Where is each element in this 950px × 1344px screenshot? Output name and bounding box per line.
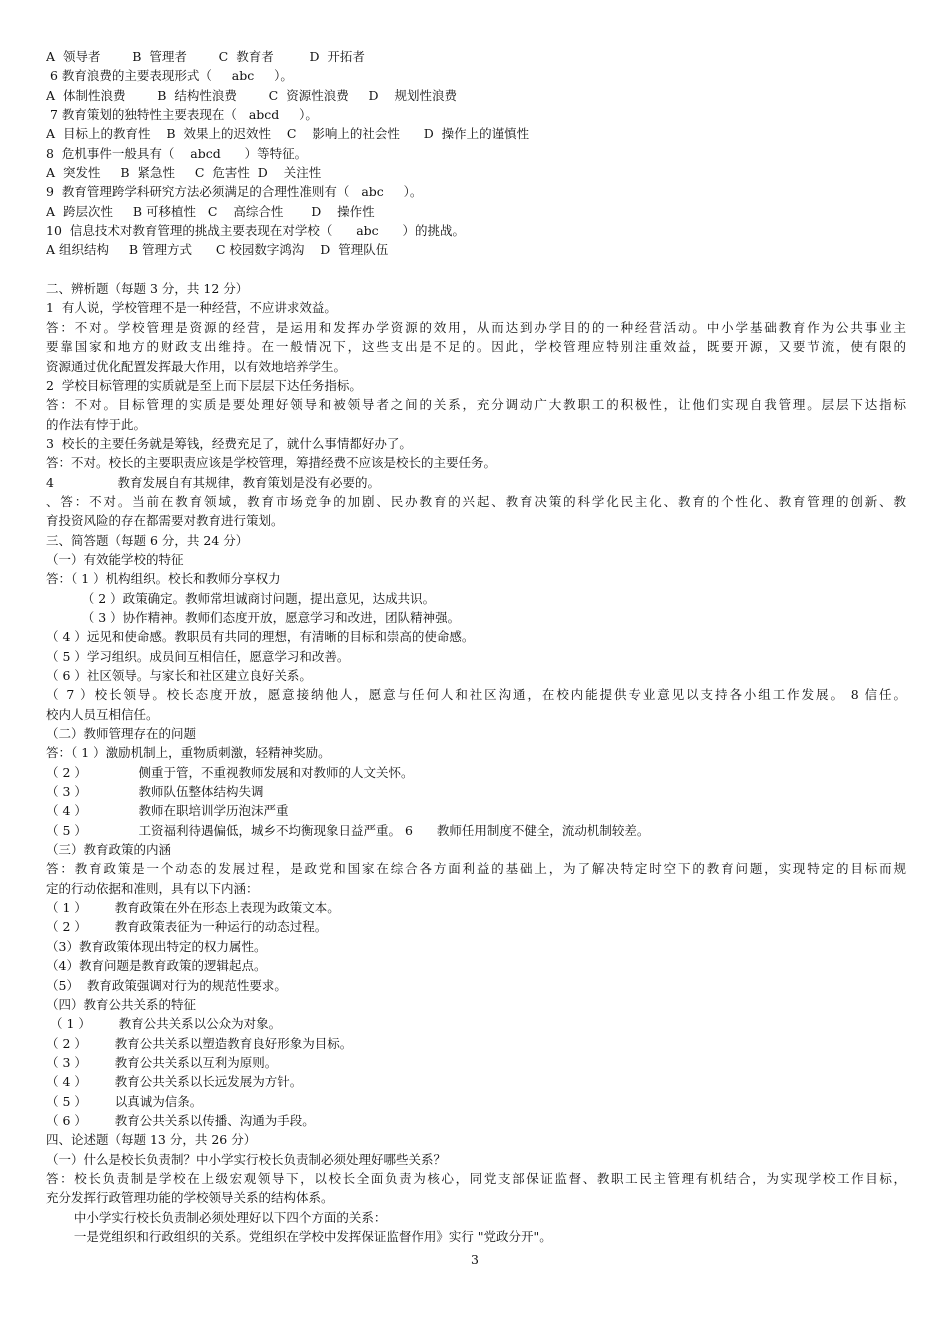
text-line: （ 5 ）学习组织。成员间互相信任，愿意学习和改善。 xyxy=(46,648,350,664)
text-line: 答：教育政策是一个动态的发展过程，是政党和国家在综合各方面利益的基础上，为了解决特定时空下的教育问题，实现特定的目标而规 xyxy=(46,861,906,877)
text-line: 答：校长负责制是学校在上级宏观领导下，以校长全面负责为核心，同党支部保证监督、教职工民主管理有机结合，为实现学校工作目标， xyxy=(46,1170,906,1186)
text-line: （ 4 ） 教师在职培训学历泡沫严重 xyxy=(46,803,289,819)
text-line: A 目标上的教育性 B 效果上的迟效性 C 影响上的社会性 D 操作上的谨慎性 xyxy=(46,126,530,142)
text-line: （一）有效能学校的特征 xyxy=(46,551,184,567)
text-line: 的作法有悖于此。 xyxy=(46,416,147,432)
text-line: （5） 教育政策强调对行为的规范性要求。 xyxy=(46,977,287,993)
text-line: 充分发挥行政管理功能的学校领导关系的结构体系。 xyxy=(46,1190,334,1206)
text-line: 定的行动依据和准则，具有以下内涵： xyxy=(46,880,259,896)
text-line: 二、辨析题（每题 3 分，共 12 分） xyxy=(46,281,249,297)
text-line: （ 6 ） 教育公共关系以传播、沟通为手段。 xyxy=(46,1112,315,1128)
text-line: 、答：不对。当前在教育领域，教育市场竞争的加剧、民办教育的兴起、教育决策的科学化民主化、教育的个性化、教育管理的创新、教 xyxy=(46,493,906,509)
text-line: （3）教育政策体现出特定的权力属性。 xyxy=(46,938,267,954)
text-line: 一是党组织和行政组织的关系。党组织在学校中发挥保证监督作用》实行 "党政分开"。 xyxy=(46,1228,552,1244)
text-line: （ 6 ）社区领导。与家长和社区建立良好关系。 xyxy=(46,668,312,683)
text-line: 资源通过优化配置发挥最大作用，以有效地培养学生。 xyxy=(46,358,347,374)
text-line: 答：不对。目标管理的实质是要处理好领导和被领导者之间的关系，充分调动广大教职工的积极性，让他们实现自我管理。层层下达指标 xyxy=(46,397,906,413)
document-body xyxy=(46,47,906,1246)
text-line: （ 5 ） 工资福利待遇偏低，城乡不均衡现象日益严重。 6 教师任用制度不健全，流动机制较差。 xyxy=(46,822,650,838)
text-line: （ 1 ） 教育政策在外在形态上表现为政策文本。 xyxy=(46,900,340,916)
text-line: 答：（ 1 ）激励机制上，重物质刺激，轻精神奖励。 xyxy=(46,745,331,761)
text-line: （一）什么是校长负责制？中小学实行校长负责制必须处理好哪些关系？ xyxy=(46,1151,447,1167)
text-line: A 领导者 B 管理者 C 教育者 D 开拓者 xyxy=(46,49,365,64)
text-line: 3 校长的主要任务就是筹钱，经费充足了，就什么事情都好办了。 xyxy=(46,435,412,451)
text-line: 2 学校目标管理的实质就是至上而下层层下达任务指标。 xyxy=(46,377,362,393)
text-line: （ 4 ）远见和使命感。教职员有共同的理想，有清晰的目标和崇高的使命感。 xyxy=(46,629,475,645)
text-line: 答：不对。校长的主要职责应该是学校管理，筹措经费不应该是校长的主要任务。 xyxy=(46,455,497,471)
text-line: （ 5 ） 以真诚为信条。 xyxy=(46,1093,203,1109)
text-line: （三）教育政策的内涵 xyxy=(46,842,172,858)
text-line: A 跨层次性 B 可移植性 C 高综合性 D 操作性 xyxy=(46,203,375,219)
text-line: 1 有人说，学校管理不是一种经营，不应讲求效益。 xyxy=(46,300,337,316)
text-line: （ 1 ） 教育公共关系以公众为对象。 xyxy=(46,1016,282,1032)
text-line: 三、简答题（每题 6 分，共 24 分） xyxy=(46,532,249,548)
text-line: （ 3 ） 教师队伍整体结构失调 xyxy=(46,784,264,800)
text-line: 9 教育管理跨学科研究方法必须满足的合理性准则有（ abc ）。 xyxy=(46,184,423,200)
text-line: （4）教育问题是教育政策的逻辑起点。 xyxy=(46,958,267,974)
text-line: （ 7 ）校长领导。校长态度开放，愿意接纳他人，愿意与任何人和社区沟通，在校内能提供专业意见以支持各小组工作发展。 8 信任。 xyxy=(46,687,906,703)
text-line: （ 2 ） 教育政策表征为一种运行的动态过程。 xyxy=(46,919,328,935)
text-line: 8 危机事件一般具有（ abcd ）等特征。 xyxy=(46,145,308,161)
text-line: 10 信息技术对教育管理的挑战主要表现在对学校（ abc ）的挑战。 xyxy=(46,223,465,239)
text-line: （ 2 ） 教育公共关系以塑造教育良好形象为目标。 xyxy=(46,1035,353,1051)
text-line: （四）教育公共关系的特征 xyxy=(46,996,197,1012)
text-line: 6 教育浪费的主要表现形式（ abc ）。 xyxy=(46,68,293,84)
text-line: A 组织结构 B 管理方式 C 校园数字鸿沟 D 管理队伍 xyxy=(46,242,389,258)
text-line: 7 教育策划的独特性主要表现在（ abcd ）。 xyxy=(46,107,318,123)
text-line: A 体制性浪费 B 结构性浪费 C 资源性浪费 D 规划性浪费 xyxy=(46,87,457,103)
text-line: （二）教师管理存在的问题 xyxy=(46,726,197,742)
text-line: （ 3 ）协作精神。教师们态度开放，愿意学习和改进，团队精神强。 xyxy=(46,609,461,625)
page-number: 3 xyxy=(471,1252,479,1267)
text-line: 4 教育发展自有其规律，教育策划是没有必要的。 xyxy=(46,474,381,490)
text-line: 四、论述题（每题 13 分，共 26 分） xyxy=(46,1132,257,1148)
blank-line xyxy=(46,260,906,279)
text-line: 答：（ 1 ）机构组织。校长和教师分享权力 xyxy=(46,571,281,587)
text-line: 校内人员互相信任。 xyxy=(46,706,159,722)
text-line: 中小学实行校长负责制必须处理好以下四个方面的关系： xyxy=(46,1209,387,1225)
text-line: （ 2 ）政策确定。教师常坦诚商讨问题，提出意见，达成共识。 xyxy=(46,590,436,606)
text-line: 答：不对。学校管理是资源的经营，是运用和发挥办学资源的效用，从而达到办学目的的一种经营活动。中小学基础教育作为公共事业主 xyxy=(46,319,906,335)
text-line: （ 4 ） 教育公共关系以长远发展为方针。 xyxy=(46,1074,303,1090)
text-line: （ 3 ） 教育公共关系以互利为原则。 xyxy=(46,1054,278,1070)
text-line: 要靠国家和地方的财政支出维持。在一般情况下，这些支出是不足的。因此，学校管理应特别注重效益，既要开源，又要节流，使有限的 xyxy=(46,339,906,355)
text-line: 育投资风险的存在都需要对教育进行策划。 xyxy=(46,513,284,529)
text-line: （ 2 ） 侧重于管，不重视教师发展和对教师的人文关怀。 xyxy=(46,764,414,780)
text-line: A 突发性 B 紧急性 C 危害性 D 关注性 xyxy=(46,165,322,181)
